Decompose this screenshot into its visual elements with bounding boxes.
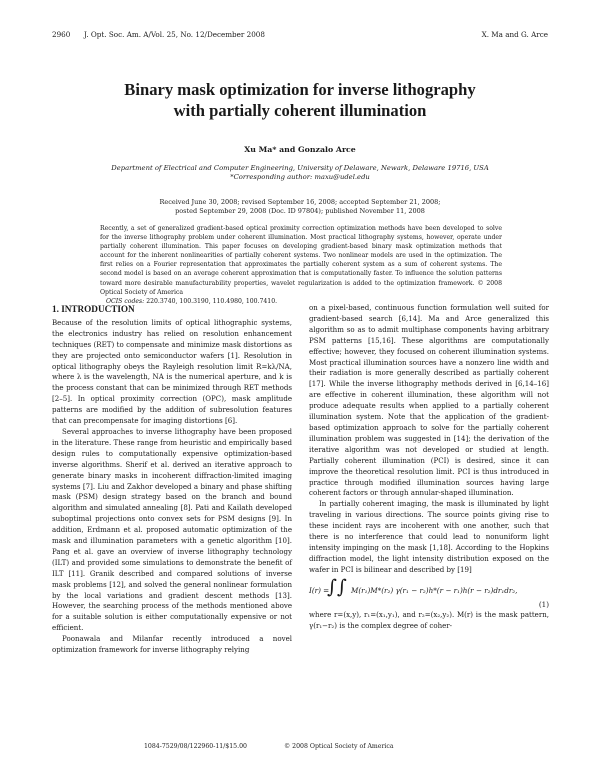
equation-1 — [309, 575, 549, 609]
running-header — [52, 30, 548, 42]
intro-paragraph-6: where r=(x,y), r₁=(x₁,y₁), and r₂=(x₂,y₂). M(r) is the mask pattern, γ(r₁−r₂) is the complex degree of coher- — [309, 609, 549, 630]
right-column — [309, 303, 549, 631]
footer-issn: 1084-7529/08/122960-11/$15.00 — [144, 743, 247, 750]
author-list: Xu Ma* and Gonzalo Arce — [244, 145, 356, 154]
abstract-text: Recently, a set of generalized gradient-based optical proximity correction optimization methods have been developed to solve for the inverse lithography problem under coherent illumination. Most practical lithography systems, however, operate under partially coherent illumination. This paper focuses on developing gradient-based binary mask optimization methods that account for the inherent nonlinearities of partially coherent systems. Two nonlinear models are used in the optimization. The first relies on a Fourier representation that approximates the partially coherent system as a sum of coherent systems. The second model is based on an average coherent approximation that is computationally faster. To influence the solution patterns toward more desirable manufacturability properties, wavelet regularization is added to the optimization framework. — [100, 225, 502, 287]
publication-history — [60, 198, 540, 217]
journal-citation: J. Opt. Soc. Am. A/Vol. 25, No. 12/December 2008 — [84, 30, 265, 39]
equation-lhs: I(r) = — [309, 585, 330, 595]
section-heading: 1. INTRODUCTION — [52, 304, 135, 314]
ocis-values: 220.3740, 100.3190, 110.4980, 100.7410. — [146, 297, 278, 305]
footer-copyright: © 2008 Optical Society of America — [284, 743, 394, 750]
left-column — [52, 303, 292, 656]
abstract — [100, 224, 502, 306]
corresponding-author: *Corresponding author: maxu@udel.edu — [230, 173, 370, 182]
intro-paragraph-5: In partially coherent imaging, the mask is illuminated by light traveling in various directions. The source points giving rise to these incident rays are incoherent with one another, such that there is no interference that could lead to nonuniform light intensity impinging on the mask [1,18]. According to the Hopkins diffraction model, the light intensity distribution exposed on the wafer in PCI is bilinear and described by [19] — [309, 499, 549, 574]
affiliation-institution: Department of Electrical and Computer Engineering, University of Delaware, Newark, Delaware 19716, USA — [111, 164, 489, 172]
title-line-1: Binary mask optimization for inverse lithography — [124, 80, 476, 99]
intro-paragraph-4: on a pixel-based, continuous function formulation well suited for gradient-based search [6,14]. Ma and Arce generalized this algorithm so as to admit multiphase components having arbitrary PSM patterns [15,16]. These algorithms are computationally effective; however, they focused on coherent illumination systems. Most practical illumination sources have a nonzero line width and their radiation is more generally described as partially coherent [17]. While the inverse lithography methods derived in [6,14–16] are effective in coherent illumination, these algorithm will not produce adequate results when applied to a partially coherent illumination system. Note that the application of the gradient-based optimization approach to solve for the partially coherent illumination problem was suggested in [14]; the derivation of the iterative algorithm was not developed or studied at length. Partially coherent illumination (PCI) is desired, since it can improve the theoretical resolution limit. PCI is thus introduced in practice through modified illumination sources having large coherent factors or through annular-shaped illumination. — [309, 303, 549, 498]
paper-title — [60, 79, 540, 121]
double-integral-symbol: ∫∫ — [327, 575, 347, 598]
affiliation — [60, 164, 540, 183]
ocis-label: OCIS codes: — [106, 297, 145, 305]
equation-body: M(r₁)M*(r₂) γ(r₁ − r₂)h*(r − r₁)h(r − r₂)dr₁dr₂, — [351, 585, 518, 595]
title-line-2: with partially coherent illumination — [173, 101, 427, 120]
received-dates: Received June 30, 2008; revised September 16, 2008; accepted September 21, 2008; — [159, 198, 441, 206]
equation-number: (1) — [538, 599, 549, 609]
intro-paragraph-2: Several approaches to inverse lithography have been proposed in the literature. These range from heuristic and empirically based design rules to computationally expensive optimization-based inverse algorithms. Sherif et al. derived an iterative approach to generate binary masks in incoherent diffraction-limited imaging systems [7]. Liu and Zakhor developed a binary and phase shifting mask (PSM) design strategy based on the branch and bound algorithm and simulated annealing [8]. Pati and Kailath developed suboptimal projections onto convex sets for PSM designs [9]. In addition, Erdmann et al. proposed automatic optimization of the mask and illumination parameters with a genetic algorithm [10]. Pang et al. gave an overview of inverse lithography technology (ILT) and provided some simulations to demonstrate the benefit of ILT [11]. Granik described and compared solutions of inverse mask problems [12], and solved the general nonlinear formulation by the local variations and gradient descent methods [13]. However, the searching process of the methods mentioned above for a suitable solution is either computationally expensive or not efficient. — [52, 426, 292, 633]
intro-paragraph-1: Because of the resolution limits of optical lithographic systems, the electronics industry has relied on resolution enhancement techniques (RET) to compensate and minimize mask distortions as they are projected onto semiconductor wafers [1]. Resolution in optical lithography obeys the Rayleigh resolution limit R=kλ/NA, where λ is the wavelength, NA is the numerical aperture, and k is the process constant that can be minimized through RET methods [2–5]. In optical proximity correction (OPC), mask amplitude patterns are modified by the addition of subresolution features that can precompensate for imaging distortions [6]. — [52, 317, 292, 426]
intro-paragraph-3: Poonawala and Milanfar recently introduced a novel optimization framework for inverse lithography relying — [52, 634, 292, 655]
page-number: 2960 — [52, 30, 71, 39]
posted-dates: posted September 29, 2008 (Doc. ID 97804); published November 11, 2008 — [175, 207, 425, 216]
abstract-copyright: © 2008 Optical Society of America — [100, 279, 502, 296]
running-authors: X. Ma and G. Arce — [481, 30, 548, 39]
